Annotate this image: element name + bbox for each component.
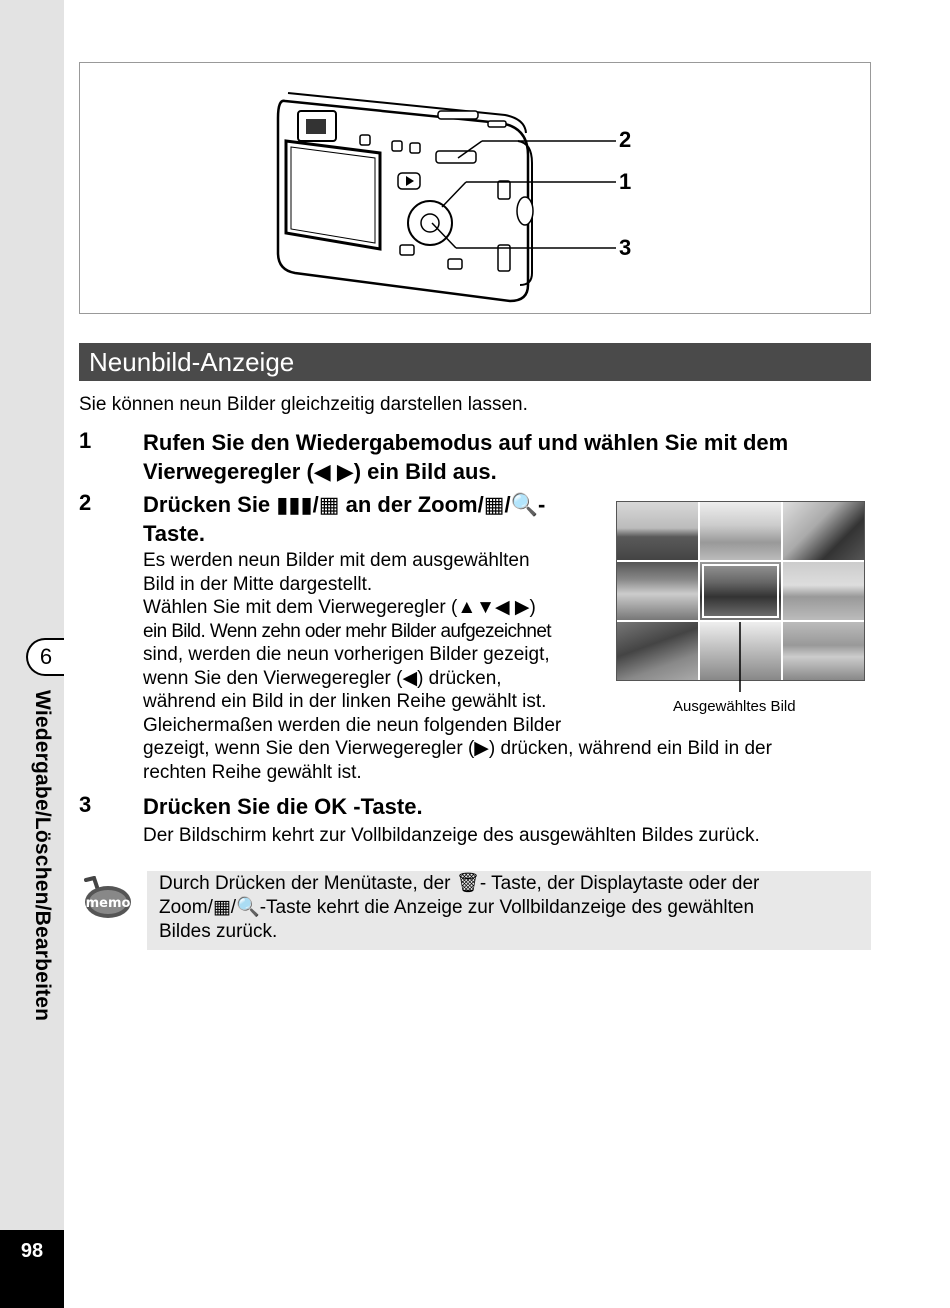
memo-line: Zoom/▦/🔍-Taste kehrt die Anzeige zur Vollbildanzeige des gewählten (159, 897, 755, 918)
body-line: rechten Reihe gewählt ist. (143, 761, 362, 783)
step-2-heading-line: Drücken Sie ▮▮▮/▦ an der Zoom/▦/🔍- (143, 492, 546, 517)
step-1-heading (143, 428, 788, 486)
chapter-number-badge (26, 638, 64, 676)
body-line: ein Bild. Wenn zehn oder mehr Bilder aufgezeichnet (143, 620, 551, 642)
step-3-body: Der Bildschirm kehrt zur Vollbildanzeige des ausgewählten Bildes zurück. (143, 825, 760, 846)
chapter-number: 6 (39, 644, 53, 669)
section-title: Neunbild-Anzeige (89, 347, 295, 377)
step-3-heading: Drücken Sie die OK -Taste. (143, 794, 423, 819)
camera-figure (79, 62, 871, 314)
memo-line: Bildes zurück. (159, 921, 278, 942)
thumbnail (617, 562, 698, 620)
body-line: Wählen Sie mit dem Vierwegeregler (▲▼◀ ▶) (143, 597, 536, 618)
memo-text (159, 872, 759, 944)
body-line: Gleichermaßen werden die neun folgenden Bilder (143, 714, 562, 736)
step-2-heading (143, 490, 545, 548)
memo-line: Durch Drücken der Menütaste, der 🗑- Taste, der Displaytaste oder der (159, 873, 760, 894)
thumbnail (700, 502, 781, 560)
selected-image-caption: Ausgewähltes Bild (673, 698, 796, 715)
section-intro: Sie können neun Bilder gleichzeitig darstellen lassen. (79, 394, 528, 415)
body-line: wenn Sie den Vierwegeregler (◀) drücken, (143, 667, 502, 689)
callout-3: 3 (619, 235, 632, 260)
step-1-heading-line: Vierwegeregler (◀ ▶) ein Bild aus. (143, 459, 497, 484)
body-line: Es werden neun Bilder mit dem ausgewählten (143, 550, 530, 571)
thumbnail (783, 622, 864, 680)
page-number: 98 (20, 1240, 44, 1262)
step-2-heading-line: Taste. (143, 521, 205, 546)
callout-2: 2 (619, 127, 632, 152)
step-2-number: 2 (79, 490, 92, 515)
body-line: sind, werden die neun vorherigen Bilder gezeigt, (143, 644, 550, 665)
memo-icon-label: memo (85, 896, 131, 911)
camera-illustration (80, 63, 870, 313)
body-line: Bild in der Mitte dargestellt. (143, 573, 373, 595)
callout-1: 1 (619, 169, 632, 194)
step-1-heading-line: Rufen Sie den Wiedergabemodus auf und wählen Sie mit dem (143, 430, 789, 455)
thumbnail-selected (700, 562, 781, 620)
caption-leader-line (739, 622, 743, 694)
body-line: während ein Bild in der linken Reihe gewählt ist. (143, 691, 547, 712)
memo-icon (80, 876, 136, 922)
body-line: gezeigt, wenn Sie den Vierwegeregler (▶) drücken, während ein Bild in der (143, 738, 772, 759)
thumbnail (617, 502, 698, 560)
step-3-number: 3 (79, 792, 92, 817)
thumbnail (783, 502, 864, 560)
thumbnail (783, 562, 864, 620)
chapter-title: Wiedergabe/Löschen/Bearbeiten (31, 690, 54, 1022)
step-1-number: 1 (79, 428, 92, 453)
thumbnail (617, 622, 698, 680)
